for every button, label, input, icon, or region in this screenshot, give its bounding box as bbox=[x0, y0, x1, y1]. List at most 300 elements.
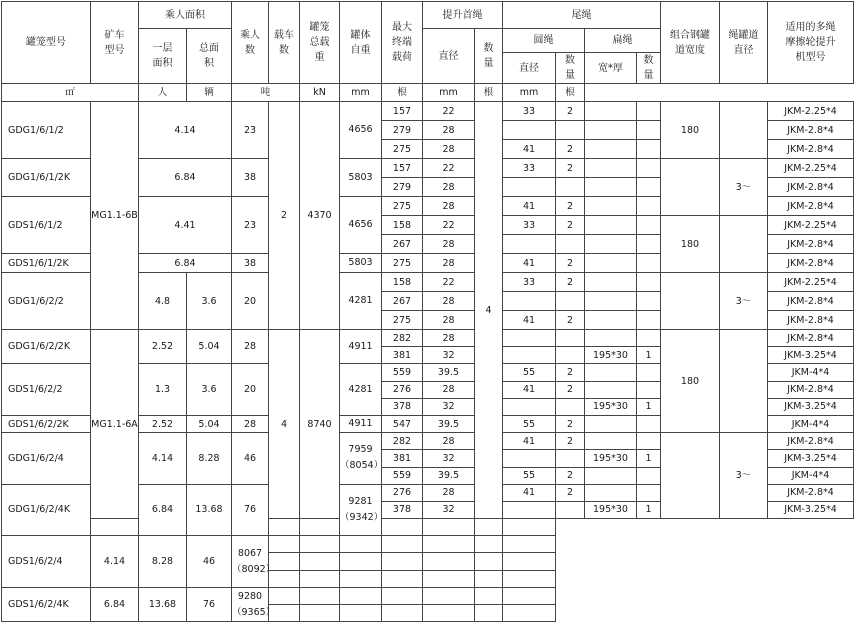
hoist-model-cell: JKM-2.8*4 bbox=[768, 178, 854, 197]
area-total-cell: 5.04 bbox=[187, 330, 232, 364]
round-qty-cell: 2 bbox=[556, 254, 585, 273]
area-cell: 6.84 bbox=[139, 159, 232, 197]
header-flat-rope: 扁绳 bbox=[585, 29, 661, 53]
round-dia-cell bbox=[503, 347, 556, 364]
persons-cell: 23 bbox=[232, 102, 269, 159]
header-round-qty: 数 量 bbox=[556, 53, 585, 84]
unit-mm-round: mm bbox=[423, 84, 475, 102]
hoist-model-cell: JKM-2.8*4 bbox=[768, 140, 854, 159]
max-load-cell: 279 bbox=[382, 121, 423, 140]
head-dia-cell: 28 bbox=[423, 121, 475, 140]
header-mine-car: 矿车 型号 bbox=[91, 2, 139, 84]
unit-car: 辆 bbox=[187, 84, 232, 102]
max-load-cell: 157 bbox=[382, 159, 423, 178]
flat-wt-cell bbox=[423, 570, 475, 587]
model-cell: GDG1/6/2/2K bbox=[2, 330, 91, 364]
self-weight-cell: 9280 （9365） bbox=[232, 587, 269, 621]
head-dia-cell bbox=[300, 570, 340, 587]
unit-gen-flat: 根 bbox=[556, 84, 585, 102]
cage-load-cell: 8740 bbox=[300, 330, 340, 519]
head-dia-cell: 28 bbox=[423, 484, 475, 501]
self-weight-cell: 9281 （9342） bbox=[340, 484, 382, 536]
head-dia-cell: 28 bbox=[423, 235, 475, 254]
flat-qty-cell bbox=[637, 121, 661, 140]
round-qty-cell bbox=[382, 536, 423, 553]
flat-qty-cell bbox=[637, 433, 661, 450]
flat-qty-cell bbox=[637, 216, 661, 235]
round-dia-cell bbox=[503, 292, 556, 311]
round-qty-cell: 2 bbox=[556, 273, 585, 292]
flat-wt-cell bbox=[585, 178, 637, 197]
header-rope-guide: 绳罐道 直径 bbox=[720, 2, 768, 84]
round-qty-cell: 2 bbox=[556, 140, 585, 159]
head-dia-cell bbox=[300, 587, 340, 604]
hoist-model-cell: JKM-4*4 bbox=[768, 364, 854, 381]
table-row bbox=[2, 84, 854, 102]
round-qty-cell bbox=[556, 235, 585, 254]
rope-guide-cell bbox=[720, 102, 768, 159]
round-dia-cell: 33 bbox=[503, 102, 556, 121]
area-total-cell: 5.04 bbox=[187, 415, 232, 432]
rope-guide-cell: 3～ bbox=[720, 159, 768, 216]
round-qty-cell: 2 bbox=[556, 197, 585, 216]
head-qty-cell: 4 bbox=[475, 102, 503, 519]
flat-wt-cell bbox=[585, 273, 637, 292]
flat-wt-cell bbox=[423, 605, 475, 622]
max-load-cell: 282 bbox=[382, 330, 423, 347]
round-dia-cell bbox=[300, 519, 340, 536]
flat-wt-cell: 195*30 bbox=[585, 501, 637, 518]
area-total-cell: 3.6 bbox=[187, 364, 232, 416]
flat-wt-cell bbox=[585, 235, 637, 254]
hoist-model-cell: JKM-2.8*4 bbox=[768, 121, 854, 140]
max-load-cell: 275 bbox=[382, 197, 423, 216]
model-cell: GDG1/6/1/2K bbox=[2, 159, 91, 197]
max-load-cell: 157 bbox=[382, 102, 423, 121]
area-layer1-cell: 1.3 bbox=[139, 364, 187, 416]
round-dia-cell bbox=[340, 553, 382, 570]
max-load-cell: 276 bbox=[382, 484, 423, 501]
round-qty-cell bbox=[382, 587, 423, 604]
round-dia-cell: 41 bbox=[503, 433, 556, 450]
head-dia-cell: 39.5 bbox=[423, 415, 475, 432]
persons-cell: 28 bbox=[232, 330, 269, 364]
header-persons: 乘人 数 bbox=[232, 2, 269, 84]
hoist-model-cell bbox=[503, 587, 556, 604]
persons-cell: 20 bbox=[232, 364, 269, 416]
self-weight-cell: 4281 bbox=[340, 364, 382, 416]
hoist-model-cell bbox=[503, 519, 556, 536]
unit-mm-flat: mm bbox=[503, 84, 556, 102]
header-hoist: 适用的多绳 摩擦轮提升 机型号 bbox=[768, 2, 854, 84]
cars-cell: 4 bbox=[269, 330, 300, 519]
flat-wt-cell bbox=[423, 553, 475, 570]
area-total-cell: 13.68 bbox=[139, 587, 187, 621]
round-dia-cell bbox=[340, 536, 382, 553]
round-dia-cell: 55 bbox=[503, 415, 556, 432]
flat-qty-cell bbox=[637, 140, 661, 159]
header-area-layer1: 一层 面积 bbox=[139, 29, 187, 84]
model-cell: GDS1/6/2/2K bbox=[2, 415, 91, 432]
hoist-model-cell: JKM-2.8*4 bbox=[768, 197, 854, 216]
round-dia-cell: 41 bbox=[503, 311, 556, 330]
model-cell: GDG1/6/2/4K bbox=[2, 484, 91, 536]
round-qty-cell bbox=[556, 121, 585, 140]
persons-cell: 76 bbox=[232, 484, 269, 536]
table-row bbox=[2, 587, 854, 604]
max-load-cell: 381 bbox=[382, 347, 423, 364]
unit-kn: kN bbox=[300, 84, 340, 102]
head-dia-cell: 32 bbox=[423, 450, 475, 467]
header-area: 乘人面积 bbox=[139, 2, 232, 29]
head-dia-cell: 32 bbox=[423, 398, 475, 415]
header-round-rope: 圆绳 bbox=[503, 29, 585, 53]
round-dia-cell: 55 bbox=[503, 364, 556, 381]
round-qty-cell bbox=[556, 178, 585, 197]
self-weight-cell: 8067 （8092） bbox=[232, 536, 269, 588]
hoist-model-cell: JKM-2.25*4 bbox=[768, 273, 854, 292]
cage-load-cell: 4370 bbox=[300, 102, 340, 330]
hoist-model-cell bbox=[503, 536, 556, 553]
area-layer1-cell: 4.14 bbox=[139, 433, 187, 485]
hoist-model-cell: JKM-4*4 bbox=[768, 415, 854, 432]
head-dia-cell: 22 bbox=[423, 216, 475, 235]
hoist-model-cell bbox=[503, 553, 556, 570]
self-weight-cell: 7959 （8054） bbox=[340, 433, 382, 485]
head-dia-cell: 28 bbox=[423, 197, 475, 216]
flat-qty-cell bbox=[637, 364, 661, 381]
area-cell: 6.84 bbox=[139, 254, 232, 273]
max-load-cell bbox=[91, 519, 139, 536]
area-layer1-cell: 2.52 bbox=[139, 330, 187, 364]
round-dia-cell bbox=[503, 398, 556, 415]
flat-qty-cell bbox=[637, 484, 661, 501]
round-qty-cell: 2 bbox=[556, 467, 585, 484]
head-dia-cell: 22 bbox=[423, 159, 475, 178]
area-cell: 4.41 bbox=[139, 197, 232, 254]
mine-car-cell: MG1.1-6B bbox=[91, 102, 139, 330]
round-qty-cell bbox=[382, 570, 423, 587]
hoist-model-cell: JKM-2.8*4 bbox=[768, 292, 854, 311]
flat-wt-cell bbox=[585, 364, 637, 381]
head-dia-cell: 39.5 bbox=[423, 364, 475, 381]
flat-qty-cell bbox=[637, 197, 661, 216]
flat-qty-cell: 1 bbox=[637, 347, 661, 364]
flat-wt-cell bbox=[585, 121, 637, 140]
round-qty-cell bbox=[556, 398, 585, 415]
round-dia-cell bbox=[503, 235, 556, 254]
model-cell: GDS1/6/2/2 bbox=[2, 364, 91, 416]
round-dia-cell: 41 bbox=[503, 381, 556, 398]
flat-wt-cell: 195*30 bbox=[585, 450, 637, 467]
flat-qty-cell: 1 bbox=[637, 398, 661, 415]
unit-ton: 吨 bbox=[232, 84, 300, 102]
flat-wt-cell bbox=[585, 311, 637, 330]
max-load-cell: 559 bbox=[382, 467, 423, 484]
round-qty-cell: 2 bbox=[556, 102, 585, 121]
header-self-weight: 罐体 自重 bbox=[340, 2, 382, 84]
persons-cell: 46 bbox=[232, 433, 269, 485]
round-qty-cell: 2 bbox=[556, 484, 585, 501]
model-cell: GDS1/6/2/4K bbox=[2, 587, 91, 621]
round-qty-cell: 2 bbox=[556, 364, 585, 381]
round-dia-cell: 33 bbox=[503, 159, 556, 178]
persons-cell: 38 bbox=[232, 254, 269, 273]
max-load-cell: 282 bbox=[382, 433, 423, 450]
max-load-cell: 267 bbox=[382, 292, 423, 311]
hoist-model-cell: JKM-2.25*4 bbox=[768, 216, 854, 235]
header-cage-load: 罐笼 总载 重 bbox=[300, 2, 340, 84]
area-layer1-cell: 6.84 bbox=[139, 484, 187, 536]
area-layer1-cell: 4.14 bbox=[91, 536, 139, 588]
unit-area: ㎡ bbox=[2, 84, 139, 102]
round-qty-cell bbox=[382, 553, 423, 570]
self-weight-cell: 4656 bbox=[340, 102, 382, 159]
flat-qty-cell bbox=[475, 605, 503, 622]
flat-qty-cell bbox=[637, 381, 661, 398]
header-head-rope: 提升首绳 bbox=[423, 2, 503, 29]
round-qty-cell: 2 bbox=[556, 216, 585, 235]
header-cars: 载车 数 bbox=[269, 2, 300, 84]
model-cell: GDS1/6/1/2K bbox=[2, 254, 91, 273]
flat-wt-cell bbox=[585, 484, 637, 501]
flat-wt-cell bbox=[585, 433, 637, 450]
flat-qty-cell: 1 bbox=[637, 501, 661, 518]
flat-qty-cell bbox=[637, 159, 661, 178]
max-load-cell: 267 bbox=[382, 235, 423, 254]
model-cell: GDG1/6/2/4 bbox=[2, 433, 91, 485]
hoist-model-cell bbox=[503, 605, 556, 622]
flat-qty-cell bbox=[475, 553, 503, 570]
header-tail-rope: 尾绳 bbox=[503, 2, 661, 29]
unit-person: 人 bbox=[139, 84, 187, 102]
steel-width-cell: 180 bbox=[661, 330, 720, 433]
table-row bbox=[2, 330, 854, 347]
round-dia-cell bbox=[503, 330, 556, 347]
header-flat-wt: 宽*厚 bbox=[585, 53, 637, 84]
hoist-model-cell: JKM-2.8*4 bbox=[768, 381, 854, 398]
hoist-model-cell: JKM-4*4 bbox=[768, 467, 854, 484]
round-qty-cell bbox=[382, 519, 423, 536]
max-load-cell bbox=[269, 587, 300, 604]
unit-mm-head: mm bbox=[340, 84, 382, 102]
flat-wt-cell bbox=[585, 330, 637, 347]
max-load-cell: 381 bbox=[382, 450, 423, 467]
round-qty-cell bbox=[556, 501, 585, 518]
flat-qty-cell bbox=[637, 102, 661, 121]
flat-wt-cell bbox=[585, 254, 637, 273]
round-dia-cell: 33 bbox=[503, 216, 556, 235]
round-dia-cell: 41 bbox=[503, 484, 556, 501]
header-head-qty: 数 量 bbox=[475, 29, 503, 84]
head-dia-cell bbox=[269, 519, 300, 536]
flat-qty-cell bbox=[637, 292, 661, 311]
flat-qty-cell bbox=[475, 570, 503, 587]
cars-cell: 2 bbox=[269, 102, 300, 330]
round-dia-cell bbox=[340, 587, 382, 604]
area-total-cell: 13.68 bbox=[187, 484, 232, 536]
round-qty-cell: 2 bbox=[556, 159, 585, 178]
max-load-cell: 378 bbox=[382, 501, 423, 518]
flat-wt-cell bbox=[585, 292, 637, 311]
hoist-model-cell: JKM-3.25*4 bbox=[768, 398, 854, 415]
max-load-cell bbox=[269, 536, 300, 553]
flat-wt-cell: 195*30 bbox=[585, 347, 637, 364]
flat-qty-cell bbox=[637, 311, 661, 330]
head-dia-cell: 32 bbox=[423, 501, 475, 518]
flat-qty-cell bbox=[637, 467, 661, 484]
hoist-model-cell: JKM-3.25*4 bbox=[768, 347, 854, 364]
header-max-load: 最大 终端 载荷 bbox=[382, 2, 423, 84]
head-dia-cell bbox=[300, 536, 340, 553]
head-dia-cell: 28 bbox=[423, 140, 475, 159]
persons-cell: 23 bbox=[232, 197, 269, 254]
hoist-model-cell: JKM-2.25*4 bbox=[768, 159, 854, 178]
self-weight-cell: 5803 bbox=[340, 254, 382, 273]
head-dia-cell: 28 bbox=[423, 292, 475, 311]
head-dia-cell: 28 bbox=[423, 433, 475, 450]
round-qty-cell: 2 bbox=[556, 433, 585, 450]
max-load-cell: 275 bbox=[382, 140, 423, 159]
flat-qty-cell bbox=[475, 536, 503, 553]
max-load-cell: 158 bbox=[382, 216, 423, 235]
mine-car-cell: MG1.1-6A bbox=[91, 330, 139, 519]
max-load-cell: 547 bbox=[382, 415, 423, 432]
round-qty-cell bbox=[556, 330, 585, 347]
hoist-model-cell: JKM-2.8*4 bbox=[768, 433, 854, 450]
round-dia-cell bbox=[340, 570, 382, 587]
flat-wt-cell bbox=[423, 519, 475, 536]
steel-width-cell: 180 bbox=[661, 102, 720, 159]
self-weight-cell: 4281 bbox=[340, 273, 382, 330]
unit-gen-round: 根 bbox=[475, 84, 503, 102]
hoist-model-cell: JKM-2.8*4 bbox=[768, 484, 854, 501]
head-dia-cell: 28 bbox=[423, 330, 475, 347]
hoist-model-cell: JKM-2.8*4 bbox=[768, 254, 854, 273]
hoist-model-cell: JKM-3.25*4 bbox=[768, 501, 854, 518]
hoist-model-cell: JKM-2.8*4 bbox=[768, 235, 854, 254]
max-load-cell: 279 bbox=[382, 178, 423, 197]
persons-cell: 46 bbox=[187, 536, 232, 588]
rope-guide-cell bbox=[720, 330, 768, 433]
round-dia-cell bbox=[503, 450, 556, 467]
flat-qty-cell bbox=[475, 519, 503, 536]
header-area-total: 总面 积 bbox=[187, 29, 232, 84]
steel-width-cell: 180 bbox=[661, 216, 720, 273]
header-flat-qty: 数 量 bbox=[637, 53, 661, 84]
table-row bbox=[2, 102, 854, 121]
round-dia-cell: 41 bbox=[503, 197, 556, 216]
round-dia-cell: 41 bbox=[503, 140, 556, 159]
round-dia-cell bbox=[503, 178, 556, 197]
flat-wt-cell bbox=[423, 587, 475, 604]
max-load-cell: 276 bbox=[382, 381, 423, 398]
table-row bbox=[2, 519, 854, 536]
max-load-cell: 378 bbox=[382, 398, 423, 415]
round-dia-cell bbox=[340, 605, 382, 622]
head-dia-cell: 28 bbox=[423, 311, 475, 330]
rope-guide-cell: 3～ bbox=[720, 433, 768, 519]
persons-cell: 76 bbox=[187, 587, 232, 621]
flat-wt-cell bbox=[585, 140, 637, 159]
model-cell: GDS1/6/1/2 bbox=[2, 197, 91, 254]
area-total-cell: 8.28 bbox=[139, 536, 187, 588]
max-load-cell: 275 bbox=[382, 254, 423, 273]
max-load-cell: 559 bbox=[382, 364, 423, 381]
head-dia-cell: 39.5 bbox=[423, 467, 475, 484]
flat-qty-cell bbox=[637, 415, 661, 432]
round-qty-cell bbox=[556, 292, 585, 311]
round-dia-cell bbox=[503, 501, 556, 518]
area-cell: 4.14 bbox=[139, 102, 232, 159]
model-cell: GDG1/6/2/2 bbox=[2, 273, 91, 330]
flat-wt-cell bbox=[585, 159, 637, 178]
table-row bbox=[2, 536, 854, 553]
flat-wt-cell: 195*30 bbox=[585, 398, 637, 415]
hoist-model-cell: JKM-2.25*4 bbox=[768, 102, 854, 121]
flat-wt-cell bbox=[585, 197, 637, 216]
flat-wt-cell bbox=[585, 102, 637, 121]
self-weight-cell: 4911 bbox=[340, 415, 382, 432]
flat-wt-cell bbox=[423, 536, 475, 553]
round-qty-cell: 2 bbox=[556, 415, 585, 432]
head-dia-cell bbox=[300, 553, 340, 570]
round-qty-cell bbox=[382, 605, 423, 622]
head-dia-cell bbox=[300, 605, 340, 622]
round-dia-cell: 55 bbox=[503, 467, 556, 484]
self-weight-cell: 4656 bbox=[340, 197, 382, 254]
persons-cell: 38 bbox=[232, 159, 269, 197]
header-round-dia: 直径 bbox=[503, 53, 556, 84]
area-layer1-cell: 4.8 bbox=[139, 273, 187, 330]
max-load-cell: 275 bbox=[382, 311, 423, 330]
round-qty-cell bbox=[556, 450, 585, 467]
steel-width-cell bbox=[661, 433, 720, 519]
steel-width-cell bbox=[661, 159, 720, 216]
head-dia-cell: 22 bbox=[423, 273, 475, 292]
hoist-model-cell: JKM-2.8*4 bbox=[768, 311, 854, 330]
flat-wt-cell bbox=[585, 467, 637, 484]
round-qty-cell: 2 bbox=[556, 381, 585, 398]
hoist-model-cell bbox=[503, 570, 556, 587]
unit-gen-head: 根 bbox=[382, 84, 423, 102]
flat-qty-cell bbox=[475, 587, 503, 604]
head-dia-cell: 22 bbox=[423, 102, 475, 121]
header-model: 罐笼型号 bbox=[2, 2, 91, 84]
head-dia-cell: 28 bbox=[423, 381, 475, 398]
round-dia-cell: 41 bbox=[503, 254, 556, 273]
flat-qty-cell bbox=[637, 330, 661, 347]
persons-cell: 28 bbox=[232, 415, 269, 432]
area-layer1-cell: 2.52 bbox=[139, 415, 187, 432]
head-dia-cell: 28 bbox=[423, 178, 475, 197]
flat-qty-cell bbox=[637, 178, 661, 197]
model-cell: GDS1/6/2/4 bbox=[2, 536, 91, 588]
model-cell: GDG1/6/1/2 bbox=[2, 102, 91, 159]
flat-wt-cell bbox=[585, 415, 637, 432]
hoist-model-cell: JKM-2.8*4 bbox=[768, 330, 854, 347]
head-dia-cell: 32 bbox=[423, 347, 475, 364]
round-dia-cell: 33 bbox=[503, 273, 556, 292]
hoist-model-cell: JKM-3.25*4 bbox=[768, 450, 854, 467]
flat-qty-cell bbox=[637, 254, 661, 273]
header-head-dia: 直径 bbox=[423, 29, 475, 84]
round-qty-cell: 2 bbox=[556, 311, 585, 330]
round-dia-cell bbox=[503, 121, 556, 140]
flat-wt-cell bbox=[585, 381, 637, 398]
area-total-cell: 3.6 bbox=[187, 273, 232, 330]
area-total-cell: 8.28 bbox=[187, 433, 232, 485]
